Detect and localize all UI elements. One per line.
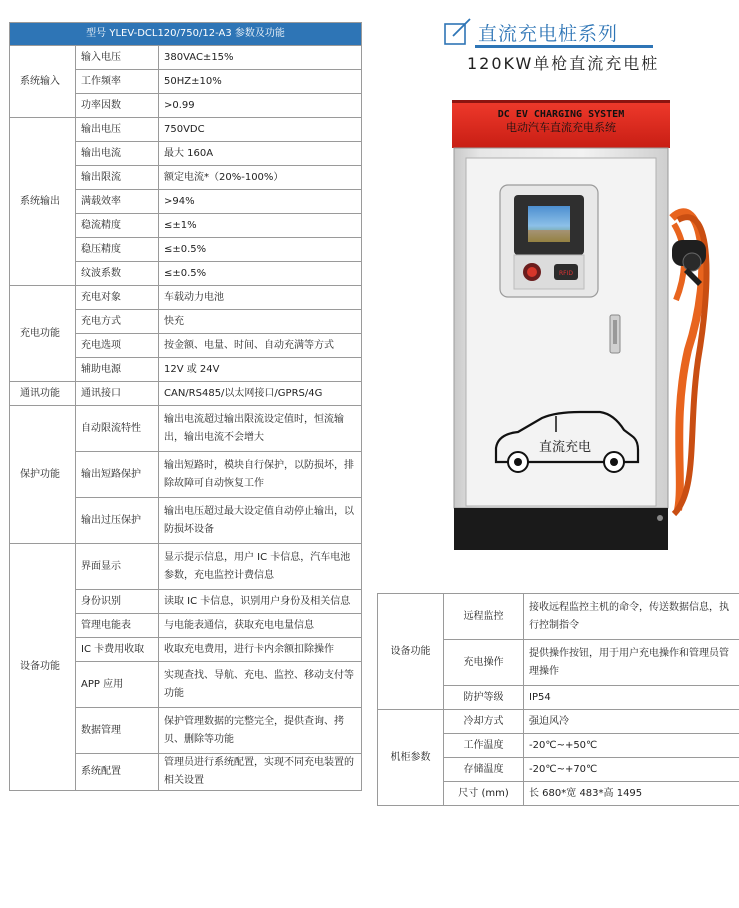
door-lock-icon (610, 315, 620, 353)
item-cell: 稳流精度 (76, 214, 159, 238)
category-cell: 充电功能 (10, 286, 76, 382)
value-cell: 显示提示信息，用户 IC 卡信息，汽车电池参数，充电监控计费信息 (159, 544, 362, 590)
value-cell: 输出短路时，模块自行保护，以防损坏，排除故障可自动恢复工作 (159, 452, 362, 498)
value-cell: 车载动力电池 (159, 286, 362, 310)
item-cell: 功率因数 (76, 94, 159, 118)
item-cell: 稳压精度 (76, 238, 159, 262)
edit-square-icon (443, 18, 473, 48)
value-cell: 12V 或 24V (159, 358, 362, 382)
category-cell: 保护功能 (10, 406, 76, 544)
spec-table (9, 22, 362, 791)
value-cell: >94% (159, 190, 362, 214)
item-cell: 工作温度 (444, 734, 524, 758)
item-cell: 系统配置 (76, 754, 159, 791)
value-cell: ≤±1% (159, 214, 362, 238)
value-cell: 50HZ±10% (159, 70, 362, 94)
rfid-reader-icon (554, 264, 578, 280)
item-cell: 界面显示 (76, 544, 159, 590)
item-cell: 输出过压保护 (76, 498, 159, 544)
item-cell: 输出限流 (76, 166, 159, 190)
item-cell: 满载效率 (76, 190, 159, 214)
cabinet-spec-table (377, 593, 739, 806)
item-cell: APP 应用 (76, 662, 159, 708)
category-cell: 设备功能 (10, 544, 76, 791)
value-cell: 快充 (159, 310, 362, 334)
page-title: 直流充电桩系列 (478, 23, 619, 45)
value-cell: 按金额、电量、时间、自动充满等方式 (159, 334, 362, 358)
value-cell: -20℃~+70℃ (524, 758, 739, 782)
item-cell: 输出短路保护 (76, 452, 159, 498)
value-cell: 额定电流*（20%-100%） (159, 166, 362, 190)
item-cell: 工作频率 (76, 70, 159, 94)
item-cell: 通讯接口 (76, 382, 159, 406)
emergency-stop-icon (523, 263, 541, 281)
sign-english-text: DC EV CHARGING SYSTEM (497, 109, 625, 120)
charger-base (454, 508, 668, 550)
item-cell: 数据管理 (76, 708, 159, 754)
value-cell: 与电能表通信，获取充电电量信息 (159, 614, 362, 638)
item-cell: 输入电压 (76, 46, 159, 70)
value-cell: 750VDC (159, 118, 362, 142)
title-area (443, 18, 663, 78)
value-cell: 强迫风冷 (524, 710, 739, 734)
item-cell: IC 卡费用收取 (76, 638, 159, 662)
value-cell: 实现查找、导航、充电、监控、移动支付等功能 (159, 662, 362, 708)
value-cell: 输出电流超过输出限流设定值时，恒流输出，输出电流不会增大 (159, 406, 362, 452)
value-cell: 接收远程监控主机的命令，传送数据信息，执行控制指令 (524, 594, 739, 640)
value-cell: 输出电压超过最大设定值自动停止输出，以防损坏设备 (159, 498, 362, 544)
value-cell: IP54 (524, 686, 739, 710)
value-cell: 保护管理数据的完整完全，提供查询、拷贝、删除等功能 (159, 708, 362, 754)
item-cell: 输出电流 (76, 142, 159, 166)
item-cell: 输出电压 (76, 118, 159, 142)
value-cell: 读取 IC 卡信息，识别用户身份及相关信息 (159, 590, 362, 614)
item-cell: 存储温度 (444, 758, 524, 782)
category-cell: 系统输出 (10, 118, 76, 286)
value-cell: CAN/RS485/以太网接口/GPRS/4G (159, 382, 362, 406)
value-cell: 管理员进行系统配置，实现不同充电装置的相关设置 (159, 754, 362, 791)
value-cell: 收取充电费用，进行卡内余额扣除操作 (159, 638, 362, 662)
item-cell: 身份识别 (76, 590, 159, 614)
item-cell: 防护等级 (444, 686, 524, 710)
svg-text:RFID: RFID (558, 270, 574, 277)
item-cell: 充电操作 (444, 640, 524, 686)
value-cell: 提供操作按钮，用于用户充电操作和管理员管理操作 (524, 640, 739, 686)
category-cell: 系统输入 (10, 46, 76, 118)
item-cell: 充电选项 (76, 334, 159, 358)
category-cell: 通讯功能 (10, 382, 76, 406)
item-cell: 远程监控 (444, 594, 524, 640)
value-cell: 最大 160A (159, 142, 362, 166)
value-cell: >0.99 (159, 94, 362, 118)
category-cell: 机柜参数 (378, 710, 444, 806)
item-cell: 辅助电源 (76, 358, 159, 382)
value-cell: ≤±0.5% (159, 238, 362, 262)
charger-illustration (452, 100, 732, 550)
title-underline (475, 45, 653, 48)
category-cell: 设备功能 (378, 594, 444, 710)
value-cell: -20℃~+50℃ (524, 734, 739, 758)
item-cell: 纹波系数 (76, 262, 159, 286)
item-cell: 管理电能表 (76, 614, 159, 638)
item-cell: 自动限流特性 (76, 406, 159, 452)
item-cell: 冷却方式 (444, 710, 524, 734)
spec-table-header: 型号 YLEV-DCL120/750/12-A3 参数及功能 (10, 23, 362, 46)
item-cell: 充电对象 (76, 286, 159, 310)
item-cell: 充电方式 (76, 310, 159, 334)
value-cell: ≤±0.5% (159, 262, 362, 286)
value-cell: 380VAC±15% (159, 46, 362, 70)
sign-chinese-text: 电动汽车直流充电系统 (506, 121, 616, 134)
page-subtitle: 120KW单枪直流充电桩 (467, 54, 660, 73)
value-cell: 长 680*宽 483*高 1495 (524, 782, 739, 806)
item-cell: 尺寸 (mm) (444, 782, 524, 806)
car-decal-label: 直流充电 (538, 440, 592, 455)
